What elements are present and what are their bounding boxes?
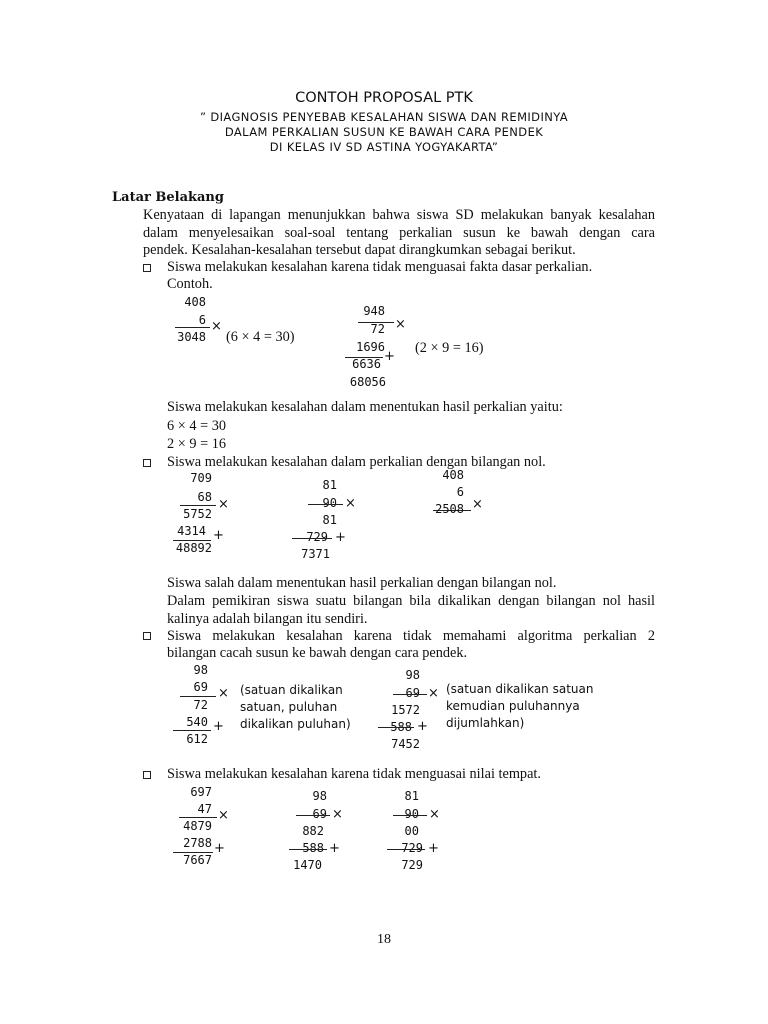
b4e2-multiplicand: 98 (312, 789, 327, 803)
b2e2-multiplier: 90 (322, 496, 337, 510)
times-icon: × (345, 496, 356, 511)
document-title: CONTOH PROPOSAL PTK (295, 90, 473, 106)
b1e2-multiplicand: 948 (363, 304, 385, 318)
b1e2-rule (358, 322, 394, 323)
b2e2-partial-1: 81 (322, 513, 337, 527)
plus-icon: + (213, 719, 224, 734)
bullet-1-text: Siswa melakukan kesalahan karena tidak menguasai fakta dasar perkalian. (167, 259, 593, 275)
b3e2-multiplicand: 98 (405, 668, 420, 682)
b1e1-note: (6 × 4 = 30) (226, 329, 295, 345)
bullet-square-icon (143, 459, 151, 467)
b1e1-rule (175, 327, 210, 328)
b1e2-note: (2 × 9 = 16) (415, 340, 484, 356)
b4e2-result: 1470 (293, 858, 322, 872)
b3e2-note-2: kemudian puluhannya (446, 699, 580, 713)
b4e1-multiplicand: 697 (190, 785, 212, 799)
b4e3-rule-2 (387, 849, 425, 850)
intro-line-3: pendek. Kesalahan-kesalahan tersebut dapat dirangkumkan sebagai berikut. (143, 242, 576, 258)
b4e3-partial-1: 00 (404, 824, 419, 838)
b2e2-rule-2 (292, 538, 332, 539)
b1e2-partial-1: 1696 (356, 340, 385, 354)
b4e3-result: 729 (401, 858, 423, 872)
b4e1-partial-1: 4879 (183, 819, 212, 833)
b2e1-multiplicand: 709 (190, 471, 212, 485)
b3e1-partial-2: 540 (186, 715, 208, 729)
b4e3-partial-2: 729 (401, 841, 423, 855)
b1e2-result: 68056 (349, 375, 386, 389)
plus-icon: + (335, 530, 346, 545)
plus-icon: + (214, 841, 225, 856)
times-icon: × (429, 807, 440, 822)
b2e3-result: 2508 (435, 502, 464, 516)
times-icon: × (332, 807, 343, 822)
b3e1-rule-2 (173, 730, 211, 731)
b4e1-multiplier: 47 (197, 802, 212, 816)
b2e2-multiplicand: 81 (322, 478, 337, 492)
b2e1-partial-2: 4314 (177, 524, 206, 538)
b2e1-multiplier: 68 (197, 490, 212, 504)
plus-icon: + (384, 349, 395, 364)
b3e2-partial-1: 1572 (391, 703, 420, 717)
b4e2-rule-2 (289, 849, 327, 850)
bullet-square-icon (143, 632, 151, 640)
b2e1-result: 48892 (175, 541, 212, 555)
b1e2-partial-2: 6636 (352, 357, 381, 371)
b2-explain-3: kalinya adalah bilangan itu sendiri. (167, 611, 368, 627)
plus-icon: + (329, 841, 340, 856)
times-icon: × (395, 317, 406, 332)
b1-fact-2: 2 × 9 = 16 (167, 436, 227, 452)
plus-icon: + (417, 719, 428, 734)
plus-icon: + (428, 841, 439, 856)
b2e2-rule (308, 504, 343, 505)
b2-explain-1: Siswa salah dalam menentukan hasil perkalian dengan bilangan nol. (167, 575, 557, 591)
b1-explanation: Siswa melakukan kesalahan dalam menentukan hasil perkalian yaitu: (167, 399, 563, 415)
subtitle-line-1: ” DIAGNOSIS PENYEBAB KESALAHAN SISWA DAN REMIDINYA (199, 110, 569, 124)
b2e3-multiplier: 6 (456, 485, 464, 499)
times-icon: × (211, 319, 222, 334)
b1-fact-1: 6 × 4 = 30 (167, 418, 227, 434)
b1e1-multiplier: 6 (198, 313, 206, 327)
b2e2-partial-2: 729 (306, 530, 328, 544)
b3e1-partial-1: 72 (193, 698, 208, 712)
intro-line-1: Kenyataan di lapangan menunjukkan bahwa siswa SD melakukan banyak kesalahan (143, 207, 655, 223)
bullet-square-icon (143, 771, 151, 779)
b3e1-note-2: satuan, puluhan (240, 700, 338, 714)
times-icon: × (218, 497, 229, 512)
b3e2-rule (393, 694, 427, 695)
b1e1-multiplicand: 408 (184, 295, 206, 309)
b4e1-rule (179, 817, 217, 818)
subtitle-line-2: DALAM PERKALIAN SUSUN KE BAWAH CARA PENDEK (224, 125, 544, 139)
b3e1-multiplicand: 98 (193, 663, 208, 677)
bullet-2-text: Siswa melakukan kesalahan dalam perkalian dengan bilangan nol. (167, 454, 546, 470)
b4e3-multiplier: 90 (404, 807, 419, 821)
b2e1-rule (180, 505, 216, 506)
b2e3-multiplicand: 408 (442, 468, 464, 482)
b3e1-result: 612 (186, 732, 208, 746)
b4e2-partial-1: 882 (302, 824, 324, 838)
b3e2-note-3: dijumlahkan) (446, 716, 525, 730)
b3e2-result: 7452 (391, 737, 420, 751)
b4e2-multiplier: 69 (312, 807, 327, 821)
b4e3-multiplicand: 81 (404, 789, 419, 803)
b1e2-multiplier: 72 (370, 322, 385, 336)
b2-explain-2: Dalam pemikiran siswa suatu bilangan bila dikalikan dengan bilangan nol hasil (167, 593, 655, 609)
b4e3-rule (393, 815, 427, 816)
subtitle-line-3: DI KELAS IV SD ASTINA YOGYAKARTA” (269, 140, 499, 154)
times-icon: × (428, 686, 439, 701)
plus-icon: + (213, 528, 224, 543)
b3e1-rule (180, 696, 216, 697)
b3e2-multiplier: 69 (405, 686, 420, 700)
b2e2-result: 7371 (301, 547, 330, 561)
b3e1-multiplier: 69 (193, 680, 208, 694)
b3e1-note-3: dikalikan puluhan) (240, 717, 351, 731)
times-icon: × (218, 808, 229, 823)
b4e1-result: 7667 (183, 853, 212, 867)
b3e1-note-1: (satuan dikalikan (240, 683, 343, 697)
b2e1-partial-1: 5752 (183, 507, 212, 521)
intro-line-2: dalam menyelesaikan soal-soal tentang perkalian susun ke bawah dengan cara (143, 225, 655, 241)
b3e2-note-1: (satuan dikalikan satuan (446, 682, 594, 696)
bullet-3-line-1: Siswa melakukan kesalahan karena tidak memahami algoritma perkalian 2 (167, 628, 655, 644)
page-number: 18 (377, 932, 391, 947)
b4e1-partial-2: 2788 (183, 836, 212, 850)
b4e2-rule (296, 815, 330, 816)
b3e2-partial-2: 588 (390, 720, 412, 734)
b4e2-partial-2: 588 (302, 841, 324, 855)
bullet-4-text: Siswa melakukan kesalahan karena tidak menguasai nilai tempat. (167, 766, 541, 782)
b1e1-result: 3048 (177, 330, 206, 344)
bullet-square-icon (143, 264, 151, 272)
contoh-label: Contoh. (167, 276, 213, 292)
b3e2-rule-2 (378, 727, 414, 728)
b1e2-rule-2 (345, 357, 383, 358)
bullet-3-line-2: bilangan cacah susun ke bawah dengan cara pendek. (167, 645, 468, 661)
times-icon: × (472, 497, 483, 512)
times-icon: × (218, 686, 229, 701)
section-heading: Latar Belakang (112, 190, 224, 205)
